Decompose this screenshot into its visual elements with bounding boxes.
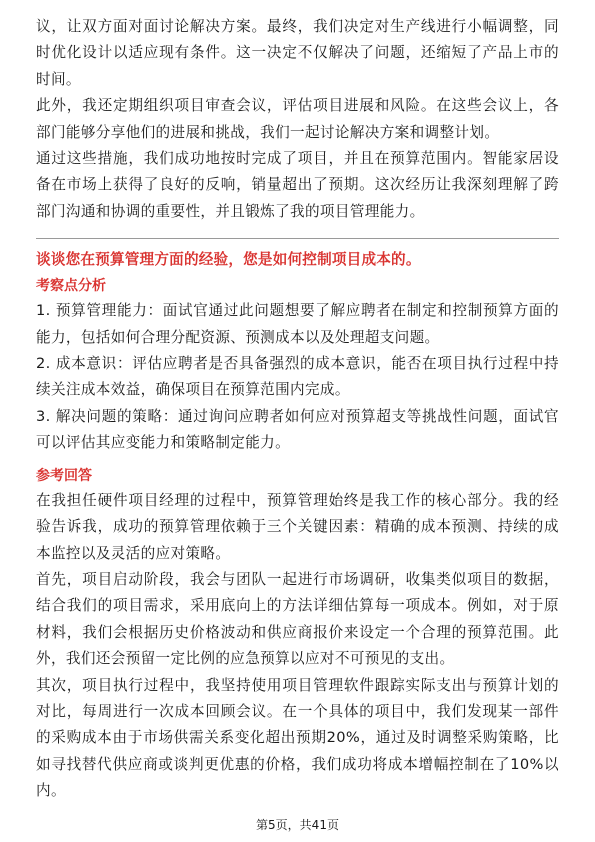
answer-paragraph: 首先，项目启动阶段，我会与团队一起进行市场调研，收集类似项目的数据，结合我们的项目需求，采用底向上的方法详细估算每一项成本。例如，对于原材料，我们会根据历史价格波动和供应商报价来设定一个合理的预算范围。此外，我们还会预留一定比例的应急预算以应对不可预见的支出。 [36, 570, 559, 668]
analysis-heading: 考察点分析 [36, 278, 106, 295]
answer-paragraph: 在我担任硬件项目经理的过程中，预算管理始终是我工作的核心部分。我的经验告诉我，成功的预算管理依赖于三个关键因素：精确的成本预测、持续的成本监控以及灵活的应对策略。 [36, 491, 559, 562]
analysis-point: 3. 解决问题的策略：通过询问应聘者如何应对预算超支等挑战性问题，面试官可以评估其应变能力和策略制定能力。 [36, 407, 559, 452]
intro-paragraph: 议，让双方面对面讨论解决方案。最终，我们决定对生产线进行小幅调整，同时优化设计以适应现有条件。这一决定不仅解决了问题，还缩短了产品上市的时间。 [36, 18, 559, 88]
answer-heading: 参考回答 [36, 467, 92, 484]
section-divider [36, 238, 559, 239]
analysis-point: 1. 预算管理能力：面试官通过此问题想要了解应聘者在制定和控制预算方面的能力，包括如何合理分配资源、预测成本以及处理超支问题。 [36, 302, 559, 346]
answer-paragraph: 其次，项目执行过程中，我坚持使用项目管理软件跟踪实际支出与预算计划的对比，每周进行一次成本回顾会议。在一个具体的项目中，我们发现某一部件的采购成本由于市场供需关系变化超出预期20%，通过及时调整采购策略，比如寻找替代供应商或谈判更优惠的价格，我们成功将成本增幅控制在了10%以内。 [36, 676, 559, 800]
question-heading: 谈谈您在预算管理方面的经验，您是如何控制项目成本的。 [36, 251, 421, 269]
analysis-point: 2. 成本意识：评估应聘者是否具备强烈的成本意识，能否在项目执行过程中持续关注成本效益，确保项目在预算范围内完成。 [36, 355, 559, 399]
document-page [36, 14, 559, 805]
intro-paragraph: 通过这些措施，我们成功地按时完成了项目，并且在预算范围内。智能家居设备在市场上获得了良好的反响，销量超出了预期。这次经历让我深刻理解了跨部门沟通和协调的重要性，并且锻炼了我的项目管理能力。 [36, 150, 559, 220]
page-number: 第5页，共41页 [256, 818, 339, 832]
intro-paragraph: 此外，我还定期组织项目审查会议，评估项目进展和风险。在这些会议上，各部门能够分享他们的进展和挑战，我们一起讨论解决方案和调整计划。 [36, 97, 559, 141]
